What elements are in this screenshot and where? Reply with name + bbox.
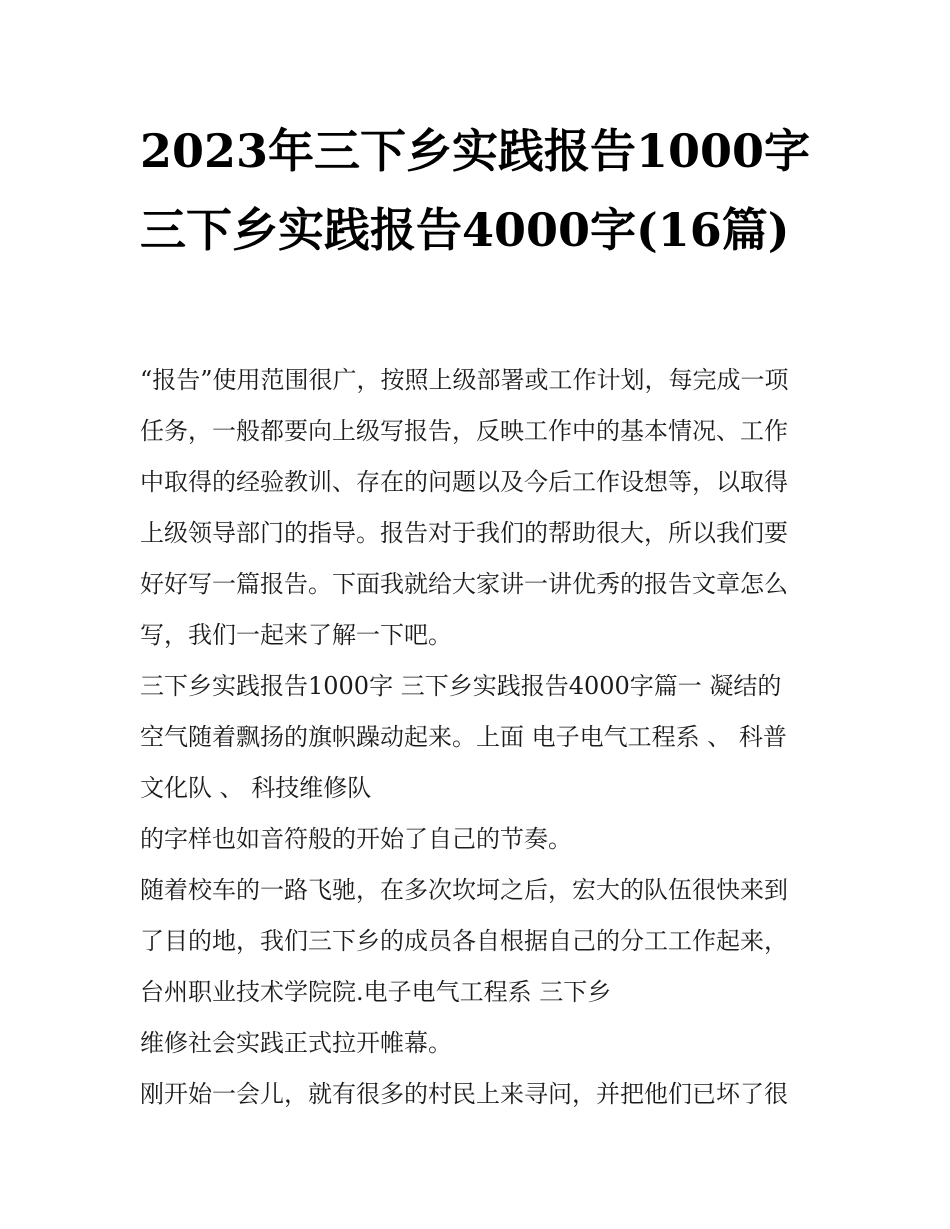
body-line: “报告”使用范围很广，按照上级部署或工作计划，每完成一项 (140, 366, 789, 394)
body-line: 维修社会实践正式拉开帷幕。 (140, 1029, 452, 1057)
body-line: 上级领导部门的指导。报告对于我们的帮助很大，所以我们要 (140, 519, 788, 547)
body-line: 刚开始一会儿，就有很多的村民上来寻问，并把他们已坏了很 (140, 1080, 788, 1108)
document-title: 2023年三下乡实践报告1000字 三下乡实践报告4000字(16篇) (140, 124, 811, 257)
body-line: 的字样也如音符般的开始了自己的节奏。 (140, 825, 572, 853)
body-line: 文化队 、 科技维修队 (140, 774, 372, 802)
body-line: 三下乡实践报告1000字 三下乡实践报告4000字篇一 凝结的 (140, 672, 782, 700)
body-line: 台州职业技术学院院.电子电气工程系 三下乡 (140, 978, 612, 1006)
body-line: 随着校车的一路飞驰，在多次坎坷之后，宏大的队伍很快来到 (140, 876, 788, 904)
body-line: 了目的地，我们三下乡的成员各自根据自己的分工工作起来， (140, 927, 788, 955)
body-line: 空气随着飘扬的旗帜躁动起来。上面 电子电气工程系 、 科普 (140, 723, 787, 751)
body-line: 任务，一般都要向上级写报告，反映工作中的基本情况、工作 (140, 417, 788, 445)
body-line: 写，我们一起来了解一下吧。 (140, 621, 452, 649)
body-line: 中取得的经验教训、存在的问题以及今后工作设想等，以取得 (140, 468, 788, 496)
body-line: 好好写一篇报告。下面我就给大家讲一讲优秀的报告文章怎么 (140, 570, 788, 598)
document-body (140, 355, 820, 1120)
